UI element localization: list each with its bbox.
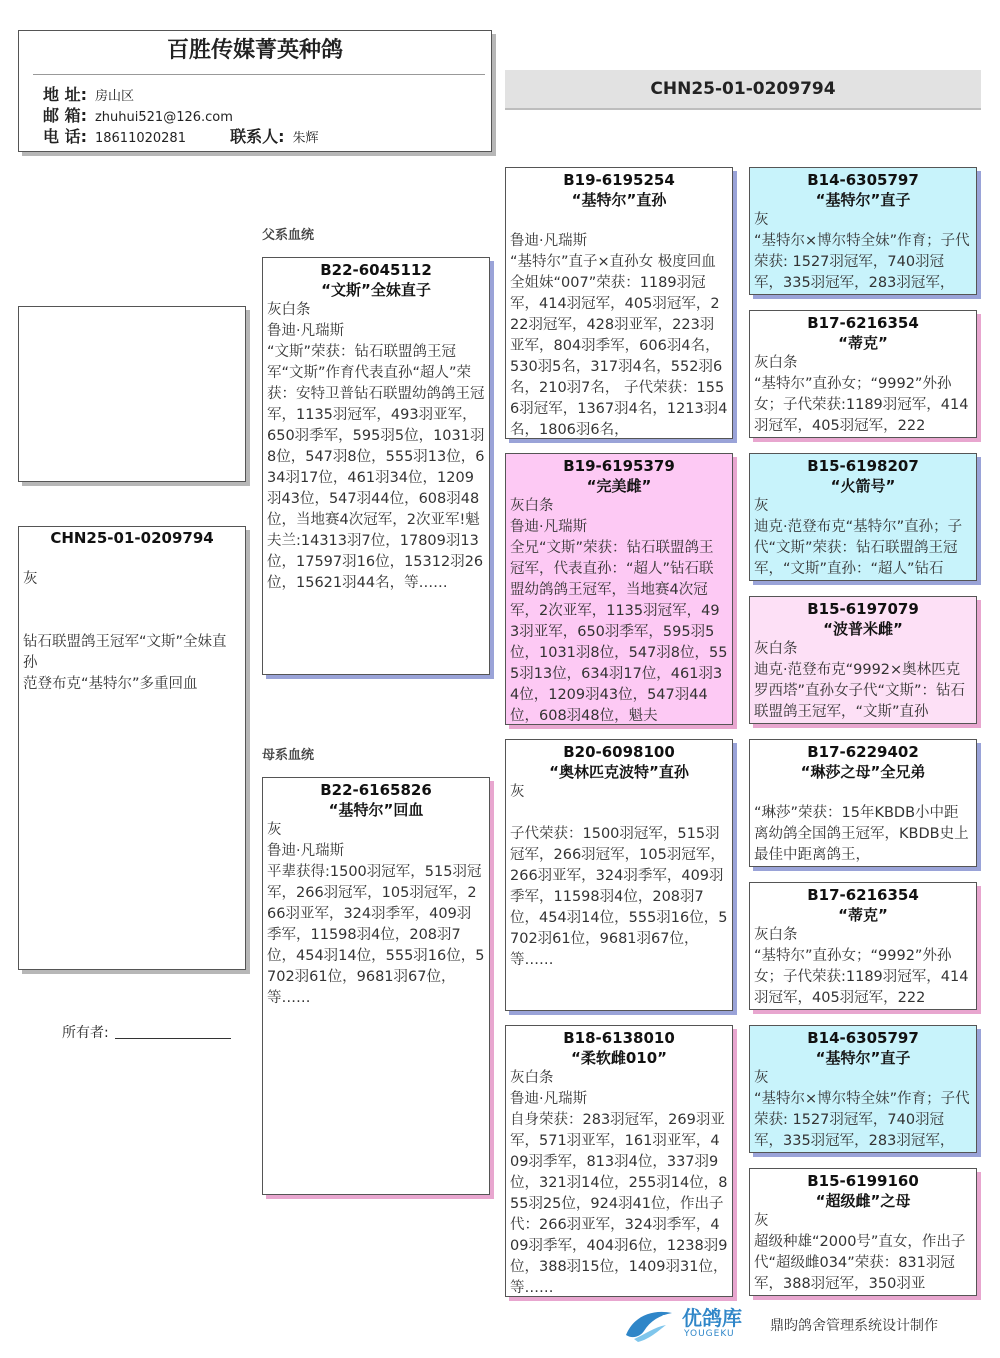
great-card-7: [749, 1025, 977, 1153]
great-nick: “波普米雌”: [823, 620, 903, 638]
footer-credit: 鼎昀鸽舍管理系统设计制作: [770, 1318, 938, 1334]
great-desc: “基特尔×博尔特全妹”作育；子代荣获: 1527羽冠军，740羽冠军，335羽冠军，283羽冠军，: [754, 233, 970, 291]
great-nick: “基特尔”直子: [815, 1049, 911, 1067]
address-value: 房山区: [94, 89, 134, 104]
sire-line-label: 父系血统: [262, 228, 315, 243]
great-desc: “基特尔”直孙女；“9992”外孙女；子代荣获:1189羽冠军，414羽冠军，405羽冠军，222: [754, 376, 969, 434]
photo-placeholder: [18, 306, 246, 482]
grand-ring: B20-6098100: [563, 743, 675, 761]
great-card-8: [749, 1168, 977, 1296]
grand-ring: B19-6195254: [563, 171, 675, 189]
great-color: 灰: [754, 1213, 769, 1229]
yougeku-logo: [620, 1305, 760, 1345]
sire-card: [262, 257, 490, 675]
great-color: 灰: [754, 498, 769, 514]
header-card: [18, 30, 492, 152]
great-color: 灰: [754, 212, 769, 228]
grand-breeder: 鲁迪·凡瑞斯: [510, 233, 588, 249]
grand-nick: “完美雌”: [586, 477, 652, 495]
email-label: 邮 箱:: [43, 106, 87, 125]
contact-label: 联系人:: [230, 127, 285, 146]
email-row: [43, 106, 233, 128]
grand-desc: 全兄“文斯”荣获：钻石联盟鸽王冠军，代表直孙：“超人”钻石联盟幼鸽鸽王冠军，当地赛4次冠军，2次亚军，1135羽冠军，493羽亚军，650羽季军，595羽5位，1031羽8位，547羽8位，555羽13位，634羽17位，461羽34位，1209羽43位，547羽44位，608羽48位，魁夫: [510, 540, 728, 724]
grand-color: 灰白条: [510, 1070, 554, 1086]
grand-desc: 子代荣获：1500羽冠军，515羽冠军，266羽冠军，105羽冠军，266羽亚军，324羽季军，409羽季军，11598羽4位，208羽7位，454羽14位，555羽16位，5702羽61位，9681羽67位，等……: [510, 826, 728, 968]
dam-ring: B22-6165826: [320, 781, 432, 799]
sire-desc: “文斯”荣获：钻石联盟鸽王冠军“文斯”作育代表直孙“超人”荣获：安特卫普钻石联盟幼鸽鸽王冠军，1135羽冠军，493羽亚军，650羽季军，595羽5位，1031羽8位，547羽8位，555羽13位，634羽17位，461羽34位，1209羽43位，547羽44位，608羽48位，当地赛4次冠军，2次亚军!魁夫兰:14313羽7位，17809羽13位，17597羽16位，15312羽26位，15621羽44名，等……: [267, 344, 485, 591]
grand-desc: 自身荣获：283羽冠军，269羽亚军，571羽亚军，161羽亚军，409羽季军，813羽4位，337羽9位，321羽14位，255羽14位，855羽25位，924羽41位，作出子代：266羽亚军，324羽季军，409羽季军，404羽6位，1238羽9位，388羽15位，1409羽31位，等……: [510, 1112, 728, 1296]
pigeon-logo-icon: [620, 1305, 680, 1345]
great-nick: “蒂克”: [838, 906, 888, 924]
granddam-paternal-card: [505, 453, 733, 725]
owner-field: [62, 1022, 231, 1042]
great-color: 灰白条: [754, 355, 798, 371]
grand-nick: “柔软雌010”: [570, 1049, 668, 1067]
great-card-4: [749, 596, 977, 724]
great-nick: “蒂克”: [838, 334, 888, 352]
great-card-1: [749, 167, 977, 295]
great-ring: B15-6197079: [807, 600, 919, 618]
owner-label: 所有者:: [62, 1025, 109, 1041]
great-desc: “基特尔”直孙女；“9992”外孙女；子代荣获:1189羽冠军，414羽冠军，405羽冠军，222: [754, 948, 969, 1006]
ring-number-bar: CHN25-01-0209794: [505, 70, 981, 110]
logo-text: 优鸽库: [682, 1306, 742, 1330]
great-nick: “琳莎之母”全兄弟: [800, 763, 926, 781]
sire-nick: “文斯”全妹直子: [321, 281, 431, 299]
address-label: 地 址:: [43, 85, 87, 104]
grandsire-maternal-card: [505, 739, 733, 1011]
great-ring: B14-6305797: [807, 171, 919, 189]
loft-title: 百胜传媒菁英种鸽: [166, 38, 343, 63]
granddam-maternal-card: [505, 1025, 733, 1297]
phone-value: 18611020281: [94, 131, 186, 146]
address-row: [43, 85, 134, 107]
header-divider: [33, 74, 485, 75]
sire-color: 灰白条: [267, 302, 311, 318]
grand-color: 灰: [510, 784, 525, 800]
great-ring: B17-6216354: [807, 314, 919, 332]
logo-subtext: YOUGEKU: [684, 1329, 735, 1339]
great-card-6: [749, 882, 977, 1010]
great-color: 灰白条: [754, 641, 798, 657]
great-desc: “基特尔×博尔特全妹”作育；子代荣获: 1527羽冠军，740羽冠军，335羽冠军，283羽冠军，: [754, 1091, 970, 1149]
grand-color: [506, 210, 732, 231]
dam-desc: 平辈获得:1500羽冠军，515羽冠军，266羽冠军，105羽冠军，266羽亚军，324羽季军，409羽季军，11598羽4位，208羽7位，454羽14位，555羽16位，5702羽61位，9681羽67位，等……: [267, 864, 485, 1006]
great-desc: 迪克·范登布克“9992×奥林匹克罗西塔”直孙女子代“文斯”：钻石联盟鸽王冠军，“文斯”直孙: [754, 662, 966, 720]
dam-card: [262, 777, 490, 1195]
subject-card: [18, 526, 246, 970]
great-ring: B17-6216354: [807, 886, 919, 904]
great-card-5: [749, 739, 977, 867]
great-ring: B15-6199160: [807, 1172, 919, 1190]
great-color: 灰: [754, 1070, 769, 1086]
grand-breeder: 鲁迪·凡瑞斯: [510, 519, 588, 535]
grand-desc: “基特尔”直子×直孙女 极度回血 全姐妹“007”荣获：1189羽冠军，414羽冠军，405羽冠军，222羽冠军，428羽亚军，223羽亚军，804羽季军，606羽4名，530羽5名，317羽4名，552羽6名，210羽7名， 子代荣获：1556羽冠军，1367羽4名，1213羽4名，1806羽6名，: [510, 254, 728, 438]
grand-nick: “奥林匹克波特”直孙: [549, 763, 689, 781]
subject-color: 灰: [23, 571, 38, 587]
owner-underline: [115, 1024, 231, 1039]
dam-nick: “基特尔”回血: [328, 801, 424, 819]
great-desc: 超级种雄“2000号”直女，作出子代“超级雌034”荣获：831羽冠军，388羽冠军，350羽亚: [754, 1234, 966, 1292]
sire-ring: B22-6045112: [320, 261, 432, 279]
great-color: 灰白条: [754, 927, 798, 943]
great-color: [750, 782, 976, 803]
great-card-3: [749, 453, 977, 581]
great-nick: “超级雌”之母: [815, 1192, 911, 1210]
great-nick: “火箭号”: [830, 477, 896, 495]
dam-line-label: 母系血统: [262, 748, 315, 763]
great-desc: “琳莎”荣获：15年KBDB小中距离幼鸽全国鸽王冠军，KBDB史上最佳中距离鸽王，: [754, 805, 969, 863]
great-ring: B14-6305797: [807, 1029, 919, 1047]
contact-value: 朱辉: [292, 131, 319, 146]
grand-color: 灰白条: [510, 498, 554, 514]
email-value: zhuhui521@126.com: [94, 110, 233, 125]
grand-breeder: [506, 803, 732, 824]
great-nick: “基特尔”直子: [815, 191, 911, 209]
grandsire-paternal-card: [505, 167, 733, 439]
subject-desc: 钻石联盟鸽王冠军“文斯”全妹直孙 范登布克“基特尔”多重回血: [23, 634, 227, 692]
grand-nick: “基特尔”直孙: [571, 191, 667, 209]
subject-ring: CHN25-01-0209794: [50, 529, 214, 547]
phone-row: [43, 127, 319, 149]
grand-ring: B19-6195379: [563, 457, 675, 475]
grand-ring: B18-6138010: [563, 1029, 675, 1047]
great-ring: B15-6198207: [807, 457, 919, 475]
dam-color: 灰: [267, 822, 282, 838]
great-desc: 迪克·范登布克“基特尔”直孙；子代“文斯”荣获：钻石联盟鸽王冠军，“文斯”直孙：“超人”钻石: [754, 519, 963, 577]
phone-label: 电 话:: [43, 127, 87, 146]
dam-breeder: 鲁迪·凡瑞斯: [267, 843, 345, 859]
grand-breeder: 鲁迪·凡瑞斯: [510, 1091, 588, 1107]
great-ring: B17-6229402: [807, 743, 919, 761]
great-card-2: [749, 310, 977, 438]
sire-breeder: 鲁迪·凡瑞斯: [267, 323, 345, 339]
